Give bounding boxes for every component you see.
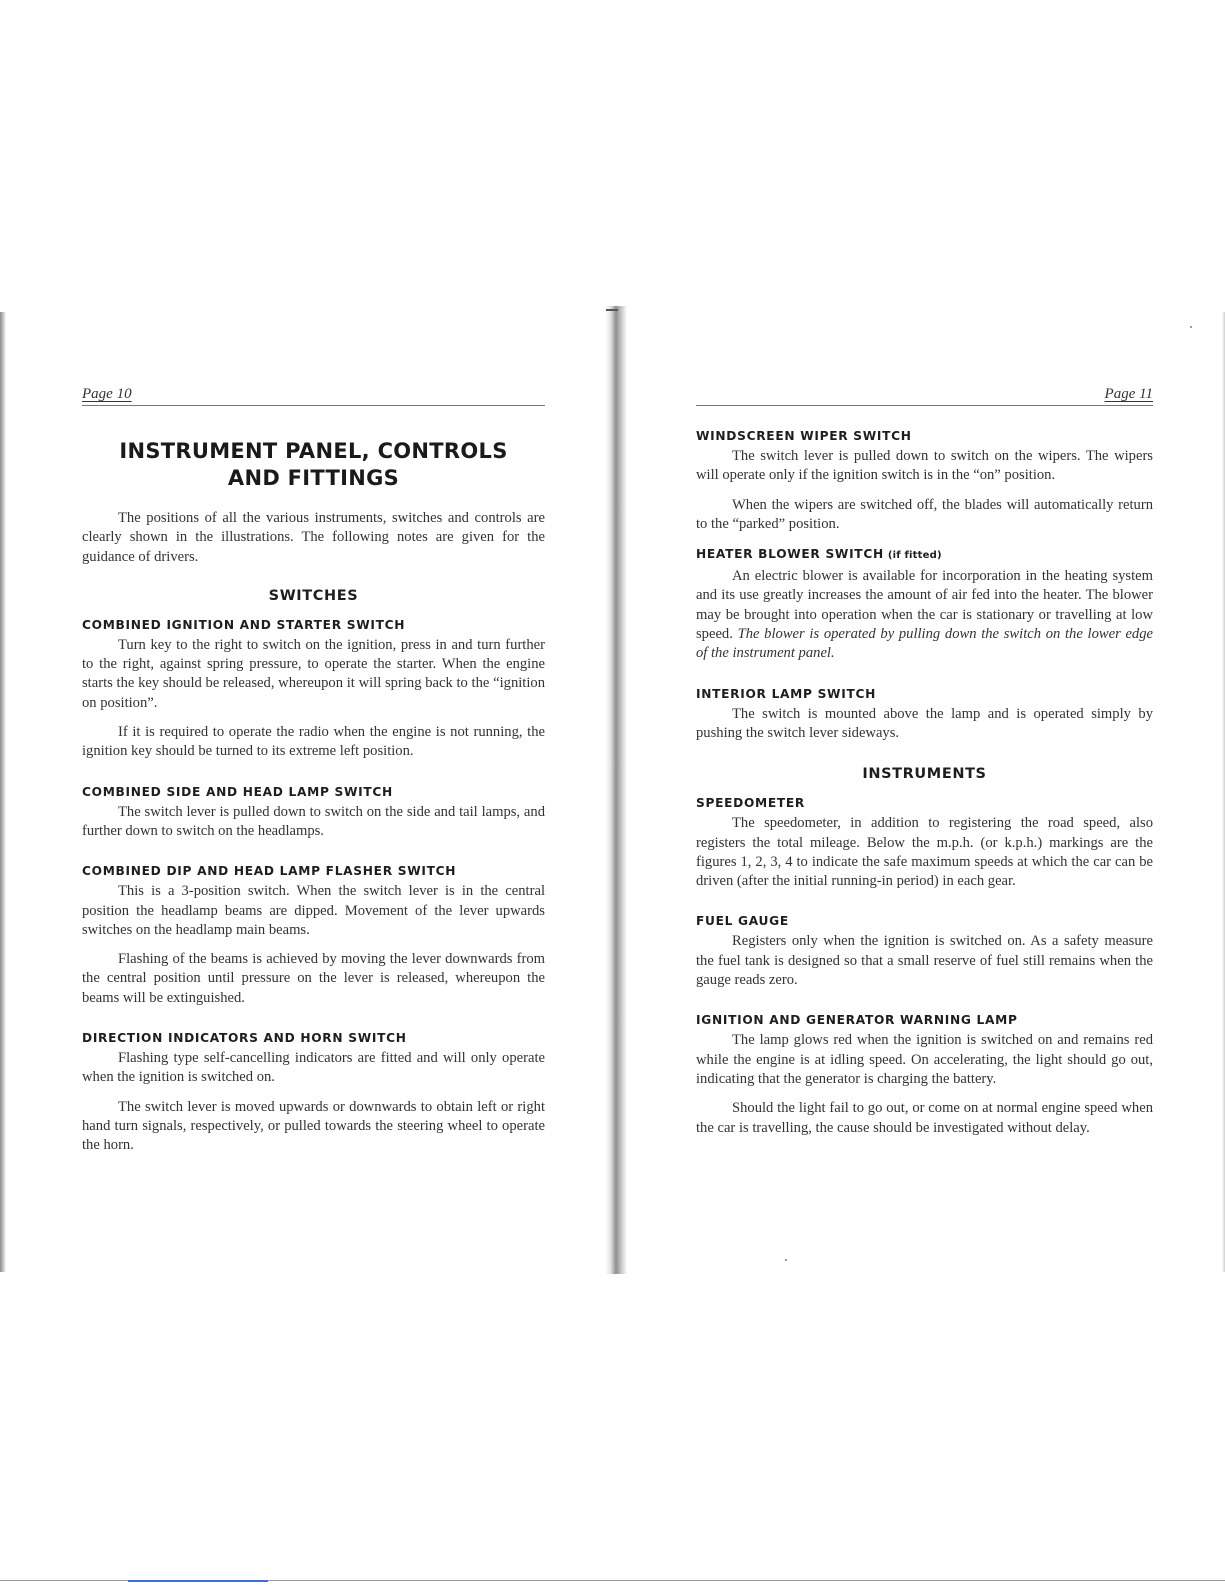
section-paragraph: The lamp glows red when the ignition is switched on and remains red while the engine is at idling speed. On accelerating, the light should go out, indicating that the generator is charging the battery.: [696, 1032, 1153, 1087]
selection-highlight: [128, 1577, 268, 1582]
gutter-mark: [606, 309, 618, 311]
section-paragraph: Turn key to the right to switch on the ignition, press in and turn further to the right, against spring pressure, to operate the starter. When the engine starts the key should be released, whereupon it will spring back to the “ignition on position”.: [82, 636, 545, 711]
page-number: Page 11: [1104, 386, 1153, 402]
section-heading: DIRECTION INDICATORS AND HORN SWITCH: [82, 1031, 407, 1046]
page-number: Page 10: [82, 386, 132, 402]
section-heading: WINDSCREEN WIPER SWITCH: [696, 429, 912, 443]
intro-paragraph: The positions of all the various instruments, switches and controls are clearly shown in the illustrations. The following notes are given for the guidance of drivers.: [82, 510, 545, 565]
section-indicators-horn-switch: [82, 1030, 545, 1155]
section-heading: SPEEDOMETER: [696, 796, 806, 811]
section-heading: FUEL GAUGE: [696, 914, 789, 929]
section-paragraph: If it is required to operate the radio when the engine is not running, the ignition key should be turned to its extreme left position.: [82, 724, 545, 760]
chapter-title: [82, 438, 545, 492]
right-page: [696, 384, 1153, 1138]
section-paragraph: The switch lever is pulled down to switch on the wipers. The wipers will operate only if the ignition switch is in the “on” position.: [696, 448, 1153, 484]
section-paragraph: This is a 3-position switch. When the switch lever is in the central position the headlamp beams are dipped. Movement of the lever upwards switches on the headlamp main beams.: [82, 883, 545, 938]
section-side-head-lamp-switch: [82, 784, 545, 842]
section-paragraph: When the wipers are switched off, the blades will automatically return to the “parked” position.: [696, 496, 1153, 532]
section-heading: COMBINED SIDE AND HEAD LAMP SWITCH: [82, 784, 393, 799]
book-gutter-shadow: [605, 306, 627, 1274]
intro: [82, 509, 545, 567]
section-heading-note: (if fitted): [887, 550, 942, 562]
group-heading-switches: SWITCHES: [268, 587, 359, 604]
left-page: [82, 384, 545, 1156]
header-rule: [82, 405, 545, 406]
section-windscreen-wiper-switch: [696, 428, 1153, 534]
section-dip-flasher-switch: [82, 863, 545, 1008]
chapter-title-line-2: AND FITTINGS: [227, 466, 400, 490]
section-paragraph: Flashing type self-cancelling indicators are fitted and will only operate when the ignition is switched on.: [82, 1050, 545, 1086]
section-ignition-starter-switch: [82, 617, 545, 762]
scan-speck: [1190, 326, 1192, 328]
section-fuel-gauge: [696, 913, 1153, 990]
section-interior-lamp-switch: [696, 686, 1153, 744]
section-heading: IGNITION AND GENERATOR WARNING LAMP: [696, 1013, 1018, 1028]
section-paragraph: Should the light fail to go out, or come on at normal engine speed when the car is travelling, the cause should be investigated without delay.: [696, 1100, 1153, 1136]
section-heading: INTERIOR LAMP SWITCH: [696, 686, 876, 701]
section-heading: COMBINED IGNITION AND STARTER SWITCH: [82, 617, 406, 632]
paragraph-italic-text: The blower is operated by pulling down the switch on the lower edge of the instrument panel.: [696, 626, 1153, 662]
section-paragraph: [696, 567, 1153, 663]
group-heading-instruments: INSTRUMENTS: [862, 766, 987, 783]
section-paragraph: The switch lever is pulled down to switch on the side and tail lamps, and further down to switch on the headlamps.: [82, 803, 545, 839]
section-paragraph: Registers only when the ignition is switched on. As a safety measure the fuel tank is designed so that a small reserve of fuel still remains when the gauge reads zero.: [696, 933, 1153, 989]
section-heading: COMBINED DIP AND HEAD LAMP FLASHER SWITCH: [82, 864, 457, 879]
section-paragraph: The speedometer, in addition to registering the road speed, also registers the total mileage. Below the m.p.h. (or k.p.h.) markings are the figures 1, 2, 3, 4 to indicate the safe maximum speeds at which the car can be driven (after the initial running-in period) in each gear.: [696, 815, 1153, 890]
section-warning-lamp: [696, 1012, 1153, 1137]
scan-left-edge-shadow: [0, 312, 6, 1272]
section-heading: [696, 546, 1153, 564]
header-rule: [696, 405, 1153, 406]
section-paragraph: The switch is mounted above the lamp and is operated simply by pushing the switch lever sideways.: [696, 705, 1153, 741]
scan-speck: [785, 1259, 787, 1261]
section-paragraph: Flashing of the beams is achieved by moving the lever downwards from the central position until pressure on the lever is released, whereupon the beams will be extinguished.: [82, 951, 545, 1006]
section-speedometer: [696, 795, 1153, 891]
section-heading-text: HEATER BLOWER SWITCH: [696, 547, 884, 562]
chapter-title-line-1: INSTRUMENT PANEL, CONTROLS: [119, 439, 508, 463]
paragraph-plain-text: An electric blower is available for incorporation in the heating system and its use greatly increases the amount of air fed into the heater. The blower may be brought into operation when the car is stationary or travelling at low speed.: [696, 568, 1153, 643]
section-paragraph: The switch lever is moved upwards or downwards to obtain left or right hand turn signals, respectively, or pulled towards the steering wheel to operate the horn.: [82, 1098, 545, 1154]
section-heater-blower-switch: [696, 546, 1153, 663]
